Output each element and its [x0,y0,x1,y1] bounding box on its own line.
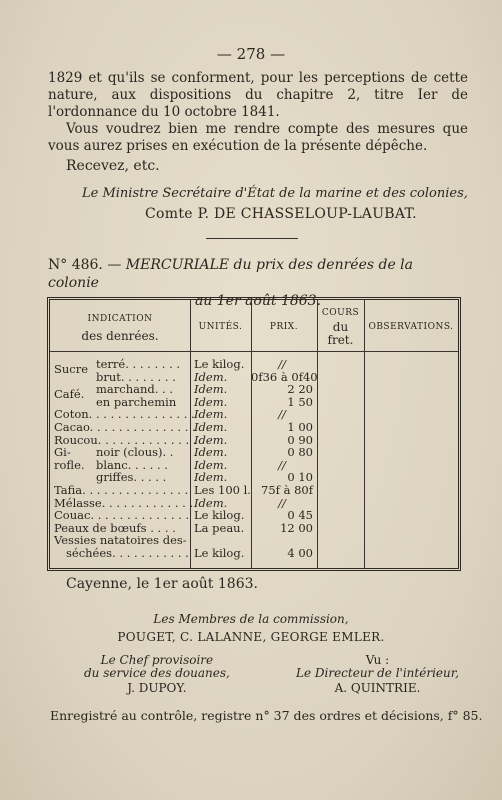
minister-name: Comte P. DE CHASSELOUP-LAUBAT. [145,206,417,222]
column-divider [364,300,365,568]
separator-rule [206,238,298,239]
row-item: Roucou. . . . . . . . . . . . . . [54,432,197,447]
row-price: 0 90 [287,432,313,447]
heading-title: MERCURIALE du prix des denrées de la colonie [48,257,414,291]
commission-members: POUGET, C. LALANNE, GEORGE EMLER. [117,630,385,644]
row-unit: Idem. [194,394,228,409]
header-divider [50,351,458,352]
customs-chef-service: du service des douanes, [84,666,230,680]
row-item: Mélasse. . . . . . . . . . . . . [54,495,194,510]
row-price: // [278,357,286,371]
row-item: griffes. . . . . [96,470,167,485]
row-group-label: Café. [54,387,85,402]
row-price: 2 20 [287,382,313,397]
row-unit: Le kilog. [194,357,245,371]
page-number: — 278 — [216,45,286,63]
row-unit: La peau. [194,520,245,535]
row-item: Cacao. . . . . . . . . . . . . . . [54,420,196,434]
row-unit: Idem. [194,457,228,472]
row-unit: Idem. [194,369,228,384]
director-title: Le Directeur de l'intérieur, [296,666,459,680]
price-table [47,297,461,571]
row-price: // [278,407,286,422]
header-fret: fret. [327,333,354,347]
row-item: Vessies natatoires des- [54,533,187,548]
row-unit: Les 100 l. [194,483,251,497]
row-unit: Idem. [194,420,228,434]
row-price: 4 00 [287,546,313,560]
closing-formula: Recevez, etc. [66,158,160,174]
director-block [296,654,459,695]
registration-note: Enregistré au contrôle, registre n° 37 des ordres et décisions, f° 85. [50,708,483,723]
paragraph-2: Vous voudrez bien me rendre compte des mesures que vous aurez prises en exécution de la présente dépêche. [48,121,468,154]
row-item: Coton. . . . . . . . . . . . . . . [54,407,195,422]
row-unit: Idem. [194,407,228,422]
row-item: en parchemin [96,394,177,409]
row-group-label: rofle. [54,457,85,472]
row-price: // [278,495,286,510]
commission-title: Les Membres de la commission, [153,612,349,626]
header-unites: UNITÉS. [198,322,243,332]
customs-chef-title: Le Chef provisoire [100,653,214,667]
customs-chef-name: J. DUPOY. [127,681,187,695]
row-price: 0 80 [287,445,313,460]
row-item: Couac. . . . . . . . . . . . . . [54,508,190,523]
header-indication: INDICATION [87,314,153,324]
row-item: blanc. . . . . . [96,457,168,472]
row-price: 0f36 à 0f40 [251,369,318,384]
vu-label: Vu : [365,653,390,667]
paragraph-1: 1829 et qu'ils se conforment, pour les perceptions de cette nature, aux dispositions du chapitre 2, titre Ier de l'ordonnance du 10 octobre 1841. [48,70,468,120]
header-denrees: des denrées. [81,329,159,343]
header-cours: COURS [321,308,360,318]
row-group-label: Sucre [54,362,89,376]
row-price: 1 50 [287,394,313,409]
director-name: A. QUINTRIE. [334,681,421,695]
header-prix: PRIX. [269,322,299,332]
row-item: brut. . . . . . . . [96,369,176,384]
place-date: Cayenne, le 1er août 1863. [66,576,258,592]
row-item: Tafia. . . . . . . . . . . . . . . [54,483,189,497]
row-price: 0 10 [287,470,313,485]
row-price: 75f à 80f [261,483,313,497]
customs-chef-block [84,654,230,695]
row-price: 1 00 [287,420,313,434]
header-du: du [332,320,349,334]
row-unit: Idem. [194,445,228,460]
row-item: noir (clous). . [96,445,174,460]
row-unit: Idem. [194,432,228,447]
row-item: séchées. . . . . . . . . . . [66,546,189,560]
row-price: 12 00 [280,520,313,535]
row-unit: Le kilog. [194,508,245,523]
row-unit: Idem. [194,382,228,397]
row-item: terré. . . . . . . . [96,357,181,371]
minister-title: Le Ministre Secrétaire d'État de la marine et des colonies, [82,186,468,201]
row-unit: Le kilog. [194,546,245,560]
header-observations: OBSERVATIONS. [368,322,454,332]
row-price: 0 45 [287,508,313,523]
row-item: marchand. . . [96,382,174,397]
row-group-label: Gi- [54,445,71,460]
row-item: Peaux de bœufs . . . . [54,520,176,535]
row-unit: Idem. [194,470,228,485]
heading-number: N° 486. — [48,257,122,273]
row-price: // [278,457,286,472]
heading-date: au 1er août 1863. [194,293,322,309]
row-unit: Idem. [194,495,228,510]
